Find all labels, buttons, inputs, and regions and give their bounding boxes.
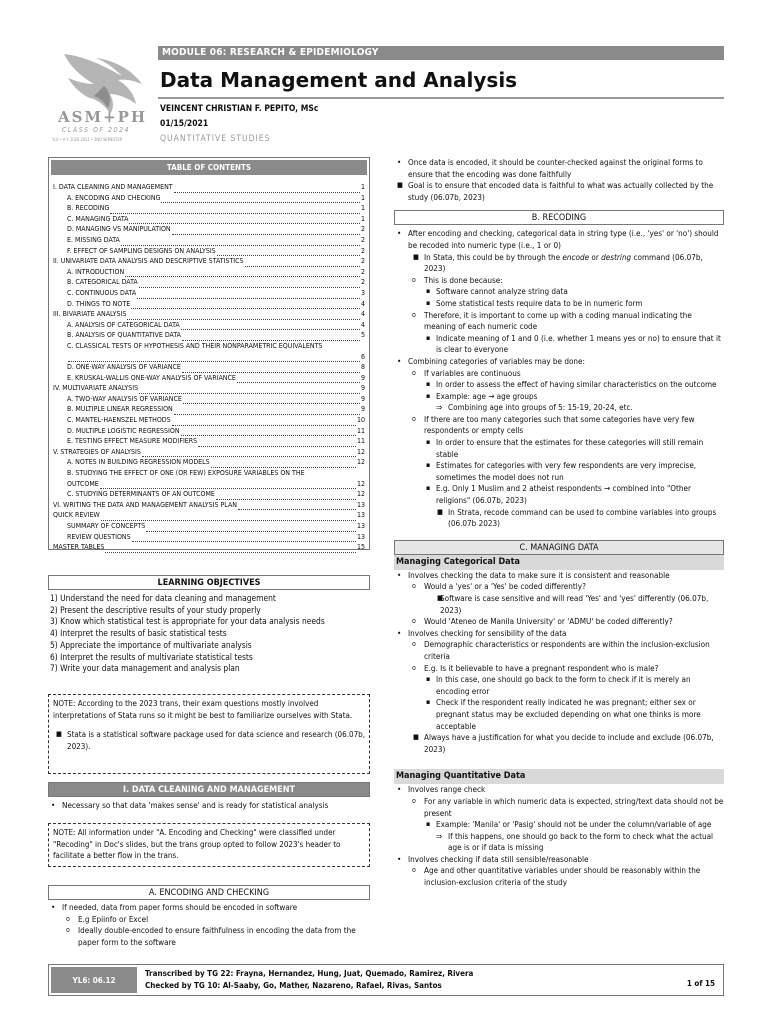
toc-label: A. ENCODING AND CHECKING	[67, 193, 161, 202]
page-footer	[48, 964, 724, 996]
toc-row[interactable]	[53, 182, 365, 193]
note-stata-text: NOTE: According to the 2023 trans, their exam questions mostly involved interpretations of Stata runs so it might be best to familiarize ourselves with Stata.	[53, 699, 353, 720]
toc-row[interactable]	[53, 383, 365, 394]
toc-row[interactable]	[53, 352, 365, 363]
toc-label: VI. WRITING THE DATA AND MANAGEMENT ANALYSIS PLAN	[53, 500, 237, 509]
toc-label: REVIEW QUESTIONS	[67, 532, 131, 541]
toc-leader	[181, 428, 356, 436]
list-item: o E.g. Is it believable to have a pregnant respondent who is male?	[394, 663, 724, 675]
table-of-contents	[48, 157, 370, 550]
objective-item: 2) Present the descriptive results of your study properly	[50, 604, 261, 615]
toc-leader	[131, 301, 360, 309]
toc-leader	[172, 418, 356, 426]
toc-page: 9	[360, 373, 365, 382]
toc-row[interactable]	[53, 436, 365, 447]
toc-row[interactable]	[53, 468, 365, 479]
section-data-cleaning	[48, 782, 370, 812]
list-item: ■ Goal is to ensure that encoded data is faithful to what was actually collected by the study (06.07b, 2023)	[394, 180, 724, 203]
list-item: • Involves checking for sensibility of the data	[394, 628, 724, 640]
list-item: • After encoding and checking, categorical data in string type (i.e., 'yes' or 'no') should be recoded into numeric type (i.e., 1 or 0)	[394, 228, 724, 251]
page-title: Data Management and Analysis	[160, 68, 518, 92]
toc-row[interactable]	[53, 426, 365, 437]
toc-leader	[198, 439, 356, 447]
toc-row[interactable]	[53, 246, 365, 257]
toc-page: 6	[360, 352, 365, 361]
subheading-categorical: Managing Categorical Data	[394, 555, 724, 570]
toc-label: SUMMARY OF CONCEPTS	[67, 522, 146, 530]
toc-row[interactable]	[53, 341, 365, 352]
toc-page: 2	[360, 225, 365, 234]
toc-page: 1	[360, 193, 365, 202]
list-item: o Therefore, it is important to come up with a coding manual indicating the meaning of each numeric code	[394, 310, 724, 333]
toc-label: IV. MULTIVARIATE ANALYSIS	[53, 384, 139, 393]
toc-page: 4	[360, 310, 365, 319]
toc-leader	[132, 534, 356, 542]
toc-label: E. KRUSKAL-WALLIS ONE-WAY ANALYSIS OF VARIANCE	[67, 373, 236, 382]
list-item: ▪ In this case, one should go back to the form to check if it is merely an encoding error	[394, 674, 724, 697]
toc-row[interactable]	[53, 521, 365, 532]
toc-leader	[110, 206, 360, 214]
toc-page: 15	[356, 543, 365, 552]
list-item: ■ Always have a justification for what you decide to include and exclude (06.07b, 2023)	[394, 732, 724, 755]
toc-leader	[142, 449, 356, 457]
toc-page: 11	[356, 437, 365, 446]
toc-page: 1	[360, 214, 365, 223]
footer-tag: YL6: 06.12	[51, 967, 137, 993]
toc-leader	[182, 333, 360, 341]
list-item: • Involves range check	[394, 784, 724, 796]
list-item: ▪ E.g. Only 1 Muslim and 2 atheist respondents → combined into "Other religions" (06.07b, 2023)	[394, 483, 724, 506]
toc-row[interactable]	[53, 203, 365, 214]
toc-row[interactable]	[53, 373, 365, 384]
toc-label: E. TESTING EFFECT MEASURE MODIFIERS	[67, 437, 198, 446]
toc-label: C. STUDYING DETERMINANTS OF AN OUTCOME	[67, 490, 215, 499]
toc-page: 12	[356, 458, 365, 467]
toc-leader	[100, 481, 356, 489]
learning-objectives	[48, 575, 370, 675]
toc-page: 13	[356, 500, 365, 509]
list-item: • Once data is encoded, it should be counter-checked against the original forms to ensure that the encoding was done faithfully	[394, 157, 724, 180]
toc-label: D. MULTIPLE LOGISTIC REGRESSION	[67, 426, 180, 435]
objective-item: 7) Write your data management and analysis plan	[50, 663, 240, 674]
list-item: o E.g Epiinfo or Excel	[48, 914, 370, 926]
toc-leader	[101, 513, 356, 521]
toc-label: B. CATEGORICAL DATA	[67, 278, 138, 287]
note-stata	[48, 694, 370, 774]
page-number: 1 of 15	[686, 979, 715, 988]
toc-label: B. RECODING	[67, 204, 110, 213]
list-item: o If variables are continuous	[394, 368, 724, 380]
module-banner: MODULE 06: RESEARCH & EPIDEMIOLOGY	[158, 46, 724, 60]
toc-label: B. MULTIPLE LINEAR REGRESSION	[67, 405, 173, 414]
toc-page: 8	[360, 363, 365, 372]
toc-row[interactable]	[53, 532, 365, 543]
toc-leader	[245, 259, 360, 267]
toc-label: OUTCOME	[67, 479, 99, 488]
toc-row[interactable]	[53, 277, 365, 288]
list-item: ▪ Example: age → age groups	[394, 391, 724, 403]
toc-page: 11	[356, 426, 365, 435]
toc-row[interactable]	[53, 447, 365, 458]
author: VEINCENT CHRISTIAN F. PEPITO, MSc	[160, 104, 319, 114]
objectives-heading: LEARNING OBJECTIVES	[48, 575, 370, 590]
toc-leader	[121, 238, 360, 246]
toc-row[interactable]	[53, 299, 365, 310]
list-item: ▪ In order to assess the effect of having similar characteristics on the outcome	[394, 379, 724, 391]
toc-leader	[183, 396, 360, 404]
toc-page: 12	[356, 447, 365, 456]
toc-label: II. UNIVARIATE DATA ANALYSIS AND DESCRIPTIVE STATISTICS	[53, 257, 244, 266]
class-logo	[44, 46, 154, 150]
list-item: ■ In Strata, recode command can be used to combine variables into groups (06.07b 2023)	[394, 507, 724, 530]
toc-row[interactable]	[53, 320, 365, 331]
section-1-heading: I. DATA CLEANING AND MANAGEMENT	[48, 782, 370, 797]
objective-item: 4) Interpret the results of basic statistical tests	[50, 628, 227, 639]
toc-page: 9	[360, 394, 365, 403]
list-item: ▪ Software cannot analyze string data	[394, 286, 724, 298]
footer-transcribed: Transcribed by TG 22: Frayna, Hernandez, Hung, Juat, Quemado, Ramirez, Rivera	[145, 969, 474, 978]
toc-label: A. INTRODUCTION	[67, 267, 125, 276]
toc-row[interactable]	[53, 267, 365, 278]
toc-page: 1	[360, 183, 365, 191]
toc-label: MASTER TABLES	[53, 543, 105, 552]
toc-row[interactable]	[53, 309, 365, 320]
subheading-quantitative: Managing Quantitative Data	[394, 769, 724, 784]
list-item: ▪ Example: 'Manila' or 'Pasig' should not be under the column/variable of age	[394, 819, 724, 831]
toc-row[interactable]	[53, 362, 365, 373]
toc-row[interactable]	[53, 256, 365, 267]
list-item: • If needed, data from paper forms should be encoded in software	[48, 902, 370, 914]
toc-row[interactable]	[53, 404, 365, 415]
objective-item: 1) Understand the need for data cleaning and management	[50, 593, 276, 603]
toc-row[interactable]	[53, 415, 365, 426]
toc-page: 13	[356, 532, 365, 541]
date: 01/15/2021	[160, 119, 209, 129]
toc-label: III. BIVARIATE ANALYSIS	[53, 310, 127, 319]
toc-label: A. NOTES IN BUILDING REGRESSION MODELS	[67, 458, 210, 467]
objectives-list	[48, 593, 370, 675]
toc-page: 10	[356, 416, 365, 425]
title-divider	[158, 97, 724, 99]
list-item: o Age and other quantitative variables under should be reasonably within the inclusion-exclusion criteria of the study	[394, 865, 724, 888]
toc-page: 13	[356, 522, 365, 530]
toc-page: 2	[360, 257, 365, 266]
toc-page: 2	[360, 246, 365, 255]
toc-label: I. DATA CLEANING AND MANAGEMENT	[53, 183, 173, 191]
toc-list	[49, 177, 369, 553]
toc-row[interactable]	[53, 542, 365, 553]
toc-page: 9	[360, 384, 365, 393]
list-item: o Demographic characteristics or respondents are within the inclusion-exclusion criteria	[394, 639, 724, 662]
list-item: ⇒ Combining age into groups of 5: 15-19, 20-24, etc.	[394, 402, 724, 414]
toc-leader	[129, 216, 360, 224]
toc-page: 1	[360, 204, 365, 213]
toc-label: C. CONTINUOUS DATA	[67, 288, 137, 297]
toc-label: QUICK REVIEW	[53, 511, 100, 520]
logo-text: ASM+PH	[58, 108, 148, 126]
toc-leader	[161, 195, 360, 203]
list-item: ■ Software is case sensitive and will read 'Yes' and 'yes' differently (06.07b, 2023)	[394, 593, 724, 616]
toc-leader	[237, 375, 360, 383]
toc-leader	[217, 248, 360, 256]
toc-leader	[137, 291, 360, 299]
toc-leader	[174, 185, 360, 193]
list-item: o If there are too many categories such that some categories have very few respondents or empty cells	[394, 414, 724, 437]
toc-label: A. ANALYSIS OF CATEGORICAL DATA	[67, 320, 180, 329]
toc-page: 3	[360, 288, 365, 297]
toc-label: F. EFFECT OF SAMPLING DESIGNS ON ANALYSIS	[67, 246, 216, 255]
toc-heading: TABLE OF CONTENTS	[51, 160, 367, 175]
toc-row[interactable]	[53, 510, 365, 521]
toc-label: C. MANAGING DATA	[67, 214, 129, 223]
toc-row[interactable]	[53, 500, 365, 511]
list-item: ▪ Estimates for categories with very few respondents are very imprecise, sometimes the model does not run	[394, 460, 724, 483]
note-stata-bullet: ■ Stata is a statistical software package used for data science and research (06.07b, 2023).	[53, 729, 365, 752]
toc-leader	[216, 492, 356, 500]
toc-row[interactable]	[53, 224, 365, 235]
toc-page: 2	[360, 235, 365, 244]
toc-label: D. THINGS TO NOTE	[67, 299, 131, 308]
toc-label: C. MANTEL-HAENSZEL METHODS	[67, 416, 171, 425]
list-item: ▪ Indicate meaning of 1 and 0 (i.e. whether 1 means yes or no) to ensure that it is clear to everyone	[394, 333, 724, 356]
toc-row[interactable]	[53, 193, 365, 204]
toc-page: 9	[360, 405, 365, 414]
toc-label: C. CLASSICAL TESTS OF HYPOTHESIS AND THEIR NONPARAMETRIC EQUIVALENTS	[67, 341, 323, 350]
toc-row[interactable]	[53, 489, 365, 500]
toc-leader	[181, 322, 360, 330]
toc-leader	[174, 407, 360, 415]
toc-row[interactable]	[53, 214, 365, 225]
list-item: o Ideally double-encoded to ensure faithfulness in encoding the data from the paper form to the software	[48, 925, 370, 948]
toc-leader	[127, 312, 360, 320]
toc-leader	[105, 545, 356, 553]
list-item: ■ In Stata, this could be by through the encode or destring command (06.07b, 2023)	[394, 252, 724, 275]
toc-label: B. ANALYSIS OF QUANTITATIVE DATA	[67, 331, 181, 340]
objective-item: 3) Know which statistical test is appropriate for your data analysis needs	[50, 616, 325, 627]
eagle-logo-icon	[44, 46, 154, 150]
list-item: ▪ Check if the respondent really indicated he was pregnant; either sex or pregnant status may be excluded depending on what one thinks is more acceptable	[394, 697, 724, 732]
toc-row[interactable]	[53, 235, 365, 246]
toc-page: 4	[360, 299, 365, 308]
toc-label: A. TWO-WAY ANALYSIS OF VARIANCE	[67, 394, 182, 403]
list-item: o Would a 'yes' or a 'Yes' be coded differently?	[394, 581, 724, 593]
toc-leader	[68, 354, 360, 362]
list-item: • Combining categories of variables may be done:	[394, 356, 724, 368]
list-item: o This is done because:	[394, 275, 724, 287]
toc-label: V. STRATEGIES OF ANALYSIS	[53, 447, 141, 456]
list-item: • Involves checking if data still sensible/reasonable	[394, 854, 724, 866]
toc-label: B. STUDYING THE EFFECT OF ONE (OR FEW) EXPOSURE VARIABLES ON THE	[67, 469, 305, 478]
list-item: ▪ Some statistical tests require data to be in numeric form	[394, 298, 724, 310]
objective-item: 6) Interpret the results of multivariate statistical tests	[50, 651, 253, 662]
toc-leader	[238, 502, 356, 510]
toc-page: 4	[360, 320, 365, 329]
right-column	[394, 157, 724, 889]
toc-page: 5	[360, 331, 365, 340]
subject: QUANTITATIVE STUDIES	[160, 134, 271, 144]
toc-page: 13	[356, 511, 365, 520]
note-encoding: NOTE: All information under "A. Encoding and Checking" were classified under "Recoding" in Doc's slides, but the trans group opted to follow 2023's header to facilitate a better flow in the trans.	[48, 823, 370, 867]
section-c-heading: C. MANAGING DATA	[394, 540, 724, 555]
toc-row[interactable]	[53, 479, 365, 490]
toc-page: 2	[360, 278, 365, 287]
footer-checked: Checked by TG 10: Al-Saaby, Go, Mather, Nazareno, Rafael, Rivas, Santos	[145, 980, 442, 990]
toc-row[interactable]	[53, 288, 365, 299]
section-1-bullet: • Necessary so that data 'makes sense' and is ready for statistical analysis	[48, 800, 370, 812]
toc-row[interactable]	[53, 330, 365, 341]
toc-row[interactable]	[53, 394, 365, 405]
toc-label: D. ONE-WAY ANALYSIS OF VARIANCE	[67, 363, 181, 372]
toc-page: 2	[360, 267, 365, 276]
toc-leader	[182, 365, 360, 373]
toc-label: D. MANAGING VS MANIPULATION	[67, 225, 171, 234]
toc-leader	[146, 524, 356, 532]
toc-leader	[125, 269, 360, 277]
toc-label: E. MISSING DATA	[67, 235, 120, 244]
toc-page: 12	[356, 479, 365, 488]
toc-page: 12	[356, 490, 365, 499]
logo-small-text: YL6 • A.Y. 2020-2021 • 2ND SEMESTER	[52, 137, 123, 142]
toc-leader	[172, 227, 360, 235]
toc-leader	[139, 386, 360, 394]
section-encoding-checking	[48, 885, 370, 948]
toc-row[interactable]	[53, 457, 365, 468]
section-b-heading: B. RECODING	[394, 210, 724, 225]
toc-leader	[139, 280, 360, 288]
list-item: o Would 'Ateneo de Manila University' or 'ADMU' be coded differently?	[394, 616, 724, 628]
section-a-heading: A. ENCODING AND CHECKING	[48, 885, 370, 900]
list-item: o For any variable in which numeric data is expected, string/text data should not be present	[394, 796, 724, 819]
list-item: ⇒ If this happens, one should go back to the form to check what the actual age is or if data is missing	[394, 831, 724, 854]
list-item: ▪ In order to ensure that the estimates for these categories will still remain stable	[394, 437, 724, 460]
list-item: • Involves checking the data to make sure it is consistent and reasonable	[394, 570, 724, 582]
toc-leader	[211, 460, 356, 468]
objective-item: 5) Appreciate the importance of multivariate analysis	[50, 639, 252, 650]
logo-subtitle: CLASS OF 2024	[62, 126, 131, 134]
footer-credits	[139, 965, 687, 995]
